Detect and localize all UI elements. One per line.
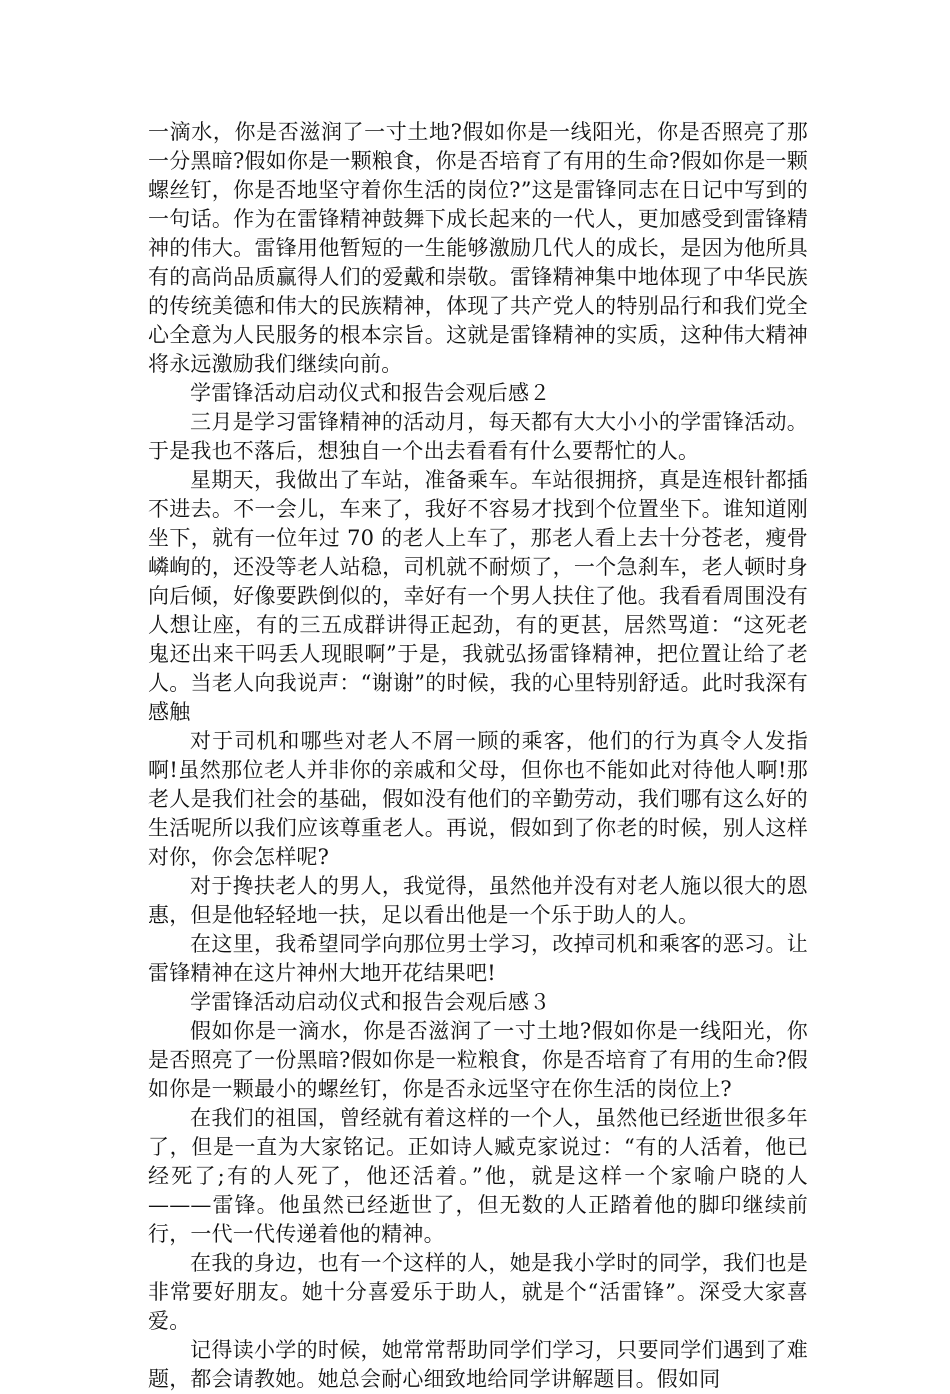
paragraph-1: 一滴水，你是否滋润了一寸土地?假如你是一线阳光，你是否照亮了那一分黑暗?假如你是一颗粮食，你是否培育了有用的生命?假如你是一颗螺丝钉，你是否地坚守着你生活的岗位?”这是雷锋同志在日记中写到的一句话。作为在雷锋精神鼓舞下成长起来的一代人，更加感受到雷锋精神的伟大。雷锋用他暂短的一生能够激励几代人的成长，是因为他所具有的高尚品质赢得人们的爱戴和崇敬。雷锋精神集中地体现了中华民族的传统美德和伟大的民族精神，体现了共产党人的特别品行和我们党全心全意为人民服务的根本宗旨。这就是雷锋精神的实质，这种伟大精神将永远激励我们继续向前。 [148,120,808,376]
paragraph-6: 对于搀扶老人的男人，我觉得，虽然他并没有对老人施以很大的恩惠，但是他轻轻地一扶，足以看出他是一个乐于助人的人。 [148,874,808,927]
section-heading-3: 学雷锋活动启动仪式和报告会观后感３ [190,990,551,1014]
paragraph-9: 假如你是一滴水，你是否滋润了一寸土地?假如你是一线阳光，你是否照亮了一份黑暗?假如你是一粒粮食，你是否培育了有用的生命?假如你是一颗最小的螺丝钉，你是否永远坚守在你生活的岗位上? [148,1019,808,1101]
paragraph-11: 在我的身边，也有一个这样的人，她是我小学时的同学，我们也是非常要好朋友。她十分喜爱乐于助人，就是个“活雷锋”。深受大家喜爱。 [148,1251,808,1333]
paragraph-3: 三月是学习雷锋精神的活动月，每天都有大大小小的学雷锋活动。于是我也不落后，想独自一个出去看看有什么要帮忙的人。 [148,410,808,463]
document-body [148,118,808,1394]
paragraph-10: 在我们的祖国，曾经就有着这样的一个人，虽然他已经逝世很多年了，但是一直为大家铭记。正如诗人臧克家说过：“有的人活着，他已经死了;有的人死了，他还活着。”他，就是这样一个家喻户晓的人———雷锋。他虽然已经逝世了，但无数的人正踏着他的脚印继续前行，一代一代传递着他的精神。 [148,1106,808,1246]
section-heading-2: 学雷锋活动启动仪式和报告会观后感２ [190,381,551,405]
paragraph-7: 在这里，我希望同学向那位男士学习，改掉司机和乘客的恶习。让雷锋精神在这片神州大地开花结果吧! [148,932,808,985]
paragraph-12: 记得读小学的时候，她常常帮助同学们学习，只要同学们遇到了难题，都会请教她。她总会耐心细致地给同学讲解题目。假如同 [148,1338,808,1391]
paragraph-5: 对于司机和哪些对老人不屑一顾的乘客，他们的行为真令人发指啊!虽然那位老人并非你的亲戚和父母，但你也不能如此对待他人啊!那老人是我们社会的基础，假如没有他们的辛勤劳动，我们哪有这么好的生活呢所以我们应该尊重老人。再说，假如到了你老的时候，别人这样对你，你会怎样呢? [148,729,808,869]
paragraph-4: 星期天，我做出了车站，准备乘车。车站很拥挤，真是连根针都插不进去。不一会儿，车来了，我好不容易才找到个位置坐下。谁知道刚坐下，就有一位年过 70 的老人上车了，那老人看上去十分苍老，瘦骨嶙峋的，还没等老人站稳，司机就不耐烦了，一个急刹车，老人顿时身向后倾，好像要跌倒似的，幸好有一个男人扶住了他。我看看周围没有人想让座，有的三五成群讲得正起劲，有的更甚，居然骂道：“这死老鬼还出来干吗丢人现眼啊”于是，我就弘扬雷锋精神，把位置让给了老人。当老人向我说声：“谢谢”的时候，我的心里特别舒适。此时我深有感触 [148,468,808,724]
